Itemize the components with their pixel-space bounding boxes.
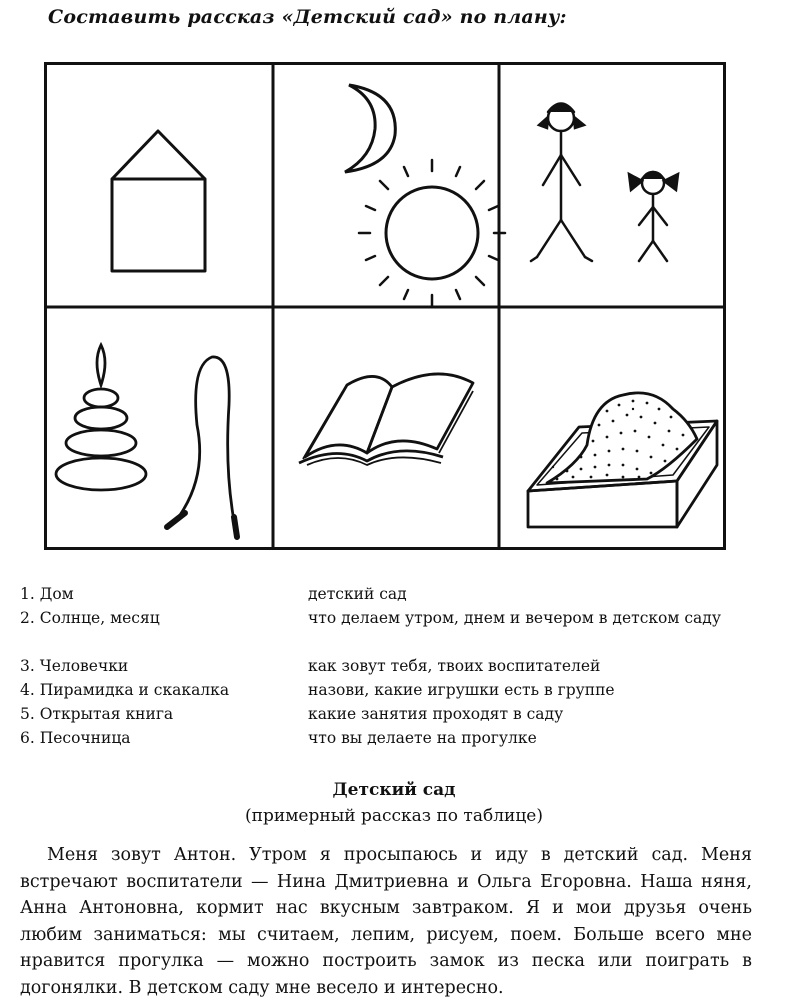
plan-row <box>20 582 770 606</box>
plan-row <box>20 606 770 654</box>
picture-plan-grid <box>44 62 726 550</box>
story-text: Меня зовут Антон. Утром я просыпаюсь и иду в детский сад. Меня встречают воспитатели — Нина Дмитриевна и Ольга Егоровна. Наша няня, Анна Антоновна, кормит нас вкусным завтраком. Я и мои друзья очень любим заниматься: мы считаем, лепим, рисуем, поем. Больше всего мне нравится прогулка — можно построить замок из песка или поиграть в догонялки. В детском саду мне весело и интересно. <box>20 845 752 998</box>
open-book-icon <box>299 374 473 465</box>
plan-hint: как зовут тебя, твоих воспитателей <box>308 657 601 675</box>
plan-item: 6. Песочница <box>20 729 131 747</box>
task-heading: Составить рассказ «Детский сад» по плану: <box>48 6 567 28</box>
plan-hint: какие занятия проходят в саду <box>308 705 564 723</box>
moon-and-sun-icon <box>345 85 505 306</box>
plan-item: 1. Дом <box>20 585 74 603</box>
pyramid-and-jump-rope-icon <box>56 345 237 537</box>
sandbox-icon <box>528 393 717 527</box>
house-icon <box>112 131 205 271</box>
plan-row <box>20 678 770 702</box>
plan-row <box>20 654 770 678</box>
plan-row <box>20 726 770 750</box>
plan-item: 2. Солнце, месяц <box>20 609 160 627</box>
story-plan-list <box>20 582 770 750</box>
plan-row <box>20 702 770 726</box>
plan-item: 3. Человечки <box>20 657 129 675</box>
picture-plan-svg <box>47 65 723 547</box>
plan-hint: что вы делаете на прогулке <box>308 729 537 747</box>
plan-hint: что делаем утром, днем и вечером в детском саду <box>308 609 721 627</box>
plan-item: 5. Открытая книга <box>20 705 174 723</box>
plan-hint: детский сад <box>308 585 407 603</box>
stick-figures-icon <box>531 104 678 262</box>
story-title: Детский сад <box>332 780 456 800</box>
story-subtitle: (примерный рассказ по таблице) <box>245 806 543 826</box>
plan-item: 4. Пирамидка и скакалка <box>20 681 230 699</box>
plan-hint: назови, какие игрушки есть в группе <box>308 681 615 699</box>
